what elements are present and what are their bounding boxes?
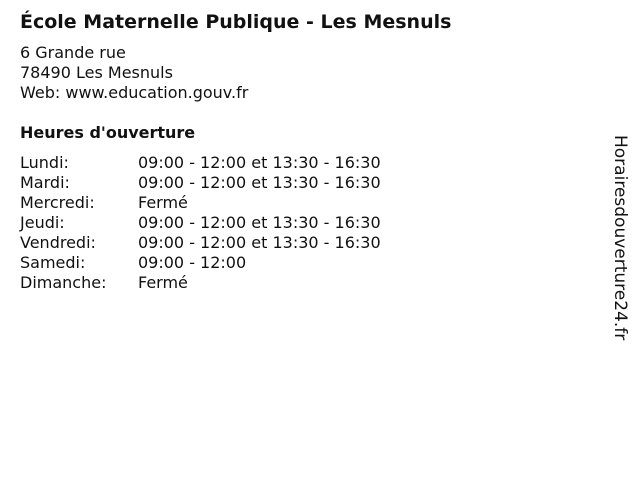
hours-day-label: Lundi: bbox=[20, 153, 69, 172]
hours-day-label: Jeudi: bbox=[20, 213, 65, 232]
hours-time: Fermé bbox=[138, 193, 188, 212]
opening-hours-list bbox=[20, 153, 381, 293]
hours-day-label: Vendredi: bbox=[20, 233, 96, 252]
hours-time: 09:00 - 12:00 et 13:30 - 16:30 bbox=[138, 233, 381, 252]
hours-row-sunday bbox=[20, 273, 381, 293]
hours-time: 09:00 - 12:00 et 13:30 - 16:30 bbox=[138, 213, 381, 232]
hours-row-monday bbox=[20, 153, 381, 173]
opening-hours-heading: Heures d'ouverture bbox=[20, 123, 196, 142]
hours-row-wednesday bbox=[20, 193, 381, 213]
hours-row-saturday bbox=[20, 253, 381, 273]
hours-day-label: Samedi: bbox=[20, 253, 86, 272]
hours-row-tuesday bbox=[20, 173, 381, 193]
address-street: 6 Grande rue bbox=[20, 43, 126, 62]
hours-time: 09:00 - 12:00 et 13:30 - 16:30 bbox=[138, 173, 381, 192]
address-city: 78490 Les Mesnuls bbox=[20, 63, 173, 82]
hours-row-thursday bbox=[20, 213, 381, 233]
hours-row-friday bbox=[20, 233, 381, 253]
site-watermark bbox=[600, 135, 640, 375]
hours-day-label: Mardi: bbox=[20, 173, 70, 192]
watermark-text: Horairesdouverture24.fr bbox=[610, 135, 630, 341]
address-block bbox=[20, 43, 248, 103]
hours-day-label: Dimanche: bbox=[20, 273, 107, 292]
hours-time: 09:00 - 12:00 bbox=[138, 253, 247, 272]
hours-day-label: Mercredi: bbox=[20, 193, 95, 212]
hours-time: 09:00 - 12:00 et 13:30 - 16:30 bbox=[138, 153, 381, 172]
hours-time: Fermé bbox=[138, 273, 188, 292]
page-title: École Maternelle Publique - Les Mesnuls bbox=[20, 11, 452, 33]
website-link[interactable]: Web: www.education.gouv.fr bbox=[20, 83, 249, 102]
